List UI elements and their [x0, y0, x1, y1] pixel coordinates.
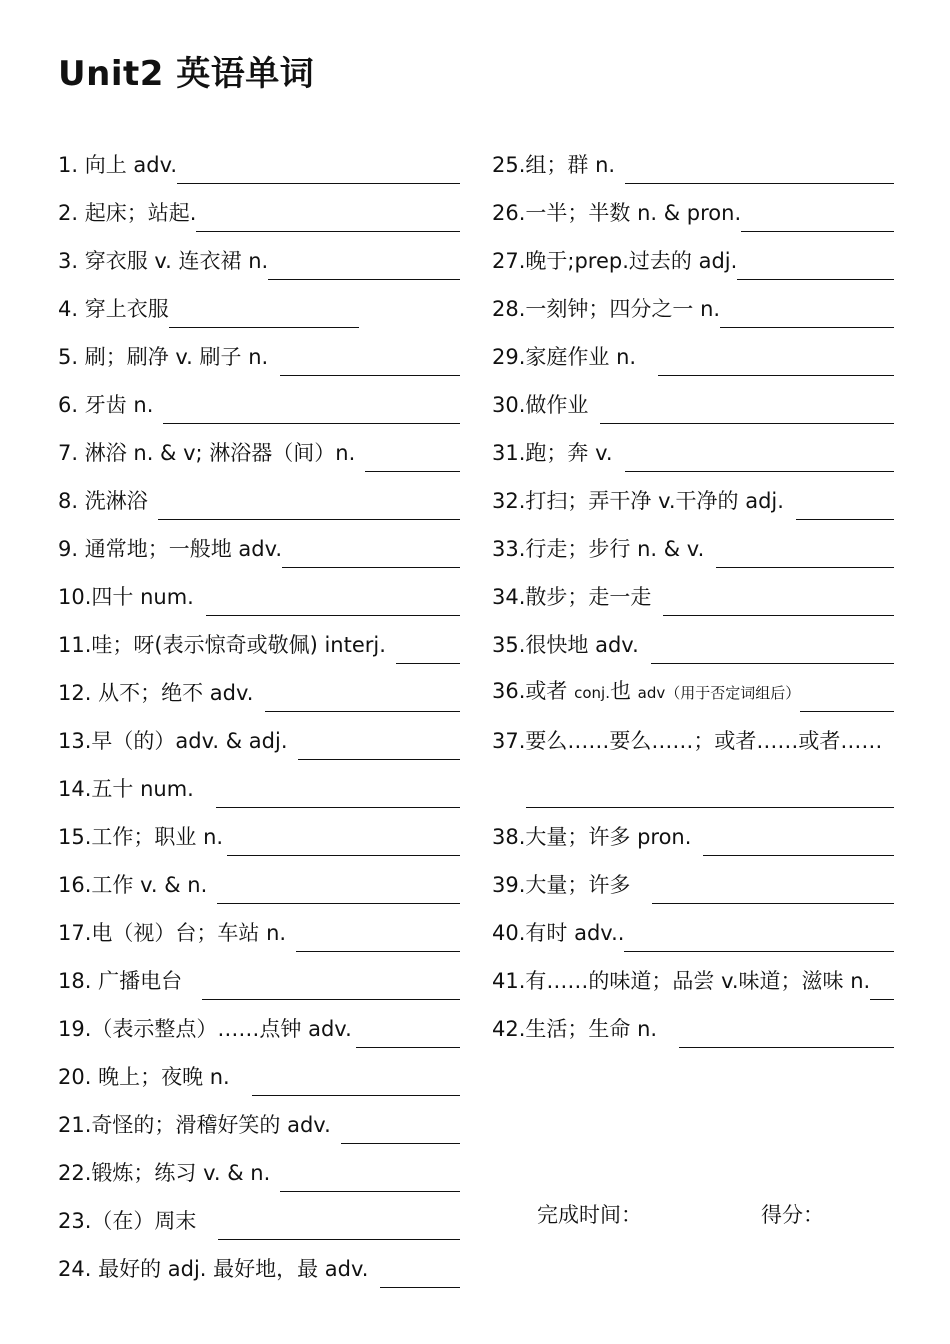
vocab-item [58, 712, 460, 760]
vocab-item [492, 712, 894, 760]
vocab-item [58, 856, 460, 904]
item-label: 30.做作业 [492, 393, 589, 417]
vocab-item [58, 1192, 460, 1240]
item-label: 16.工作 v. & n. [58, 873, 208, 897]
vocab-item [58, 280, 460, 328]
vocab-item [58, 616, 460, 664]
item-label: 33.行走；步行 n. & v. [492, 537, 705, 561]
vocab-item [492, 232, 894, 280]
vocab-item [58, 424, 460, 472]
vocab-item [492, 376, 894, 424]
item-label: 3. 穿衣服 v. 连衣裙 n. [58, 249, 269, 273]
item-label: 23.（在）周末 [58, 1209, 197, 1233]
item-label: 29.家庭作业 n. [492, 345, 637, 369]
item-label: 22.锻炼；练习 v. & n. [58, 1161, 271, 1185]
item-label: 5. 刷；刷净 v. 刷子 n. [58, 345, 269, 369]
vocab-item [492, 520, 894, 568]
vocab-item [58, 952, 460, 1000]
vocab-item [492, 904, 894, 952]
item-label: 10.四十 num. [58, 585, 194, 609]
item-label: 31.跑；奔 v. [492, 441, 613, 465]
vocab-item [58, 136, 460, 184]
item-label: 15.工作；职业 n. [58, 825, 224, 849]
vocab-item [492, 616, 894, 664]
item-label: 2. 起床；站起. [58, 201, 197, 225]
item-label: 20. 晚上；夜晚 n. [58, 1065, 230, 1089]
vocab-item [492, 856, 894, 904]
vocab-item [492, 328, 894, 376]
vocab-item [58, 904, 460, 952]
vocab-item [58, 1048, 460, 1096]
item-label: 18. 广播电台 [58, 969, 183, 993]
item-label: 34.散步；走一走 [492, 585, 652, 609]
vocab-item [58, 232, 460, 280]
item-label: 19.（表示整点）……点钟 adv. [58, 1017, 352, 1041]
item-label: 27.晚于;prep.过去的 adj. [492, 249, 738, 273]
vocab-item [58, 1096, 460, 1144]
vocab-item [492, 280, 894, 328]
item-label: 32.打扫；弄干净 v.干净的 adj. [492, 489, 784, 513]
item-label: 35.很快地 adv. [492, 633, 639, 657]
item-label: 24. 最好的 adj. 最好地，最 adv. [58, 1257, 369, 1281]
item-label: 13.早（的）adv. & adj. [58, 729, 288, 753]
item-label: 28.一刻钟；四分之一 n. [492, 297, 721, 321]
page-title: Unit2 英语单词 [58, 54, 315, 94]
score-label: 得分： [761, 1203, 824, 1227]
vocab-item [492, 664, 894, 712]
item-label: 12. 从不；绝不 adv. [58, 681, 254, 705]
vocab-item [492, 568, 894, 616]
answer-blank[interactable] [679, 1047, 894, 1048]
item-label: 14.五十 num. [58, 777, 194, 801]
vocab-item [58, 472, 460, 520]
vocab-item [492, 424, 894, 472]
vocab-item [492, 472, 894, 520]
vocab-item [58, 1240, 460, 1288]
vocab-item [58, 760, 460, 808]
item-label: 36.或者 conj.也 adv（用于否定词组后） [492, 679, 801, 703]
completion-time-label: 完成时间： [537, 1203, 642, 1227]
item-label: 7. 淋浴 n. & v; 淋浴器（间）n. [58, 441, 356, 465]
item-label: 42.生活；生命 n. [492, 1017, 658, 1041]
item-label: 11.哇；呀(表示惊奇或敬佩) interj. [58, 633, 386, 657]
answer-blank[interactable] [380, 1287, 460, 1288]
vocab-item [492, 808, 894, 856]
vocab-item [58, 520, 460, 568]
item-label: 8. 洗淋浴 [58, 489, 148, 513]
item-label: 41.有……的味道；品尝 v.味道；滋味 n. [492, 969, 871, 993]
vocab-item [492, 136, 894, 184]
item-label: 39.大量；许多 [492, 873, 631, 897]
item-label: 38.大量；许多 pron. [492, 825, 692, 849]
vocab-item [58, 1144, 460, 1192]
item-label: 40.有时 adv.. [492, 921, 625, 945]
item-label: 17.电（视）台；车站 n. [58, 921, 287, 945]
vocab-item [492, 952, 894, 1000]
item-label: 37.要么……要么……；或者……或者…… [492, 729, 883, 753]
vocab-item [492, 1000, 894, 1048]
vocab-item-continuation [492, 760, 894, 808]
item-label: 26.一半；半数 n. & pron. [492, 201, 742, 225]
vocab-item [58, 664, 460, 712]
vocab-item [58, 808, 460, 856]
item-label: 4. 穿上衣服 [58, 297, 169, 321]
item-label: 1. 向上 adv. [58, 153, 178, 177]
vocab-item [58, 568, 460, 616]
vocab-item [492, 184, 894, 232]
vocab-item [58, 376, 460, 424]
item-label: 25.组；群 n. [492, 153, 616, 177]
vocab-item [58, 328, 460, 376]
item-label: 21.奇怪的；滑稽好笑的 adv. [58, 1113, 331, 1137]
vocab-item [58, 184, 460, 232]
vocab-item [58, 1000, 460, 1048]
item-label: 6. 牙齿 n. [58, 393, 154, 417]
item-label: 9. 通常地；一般地 adv. [58, 537, 283, 561]
